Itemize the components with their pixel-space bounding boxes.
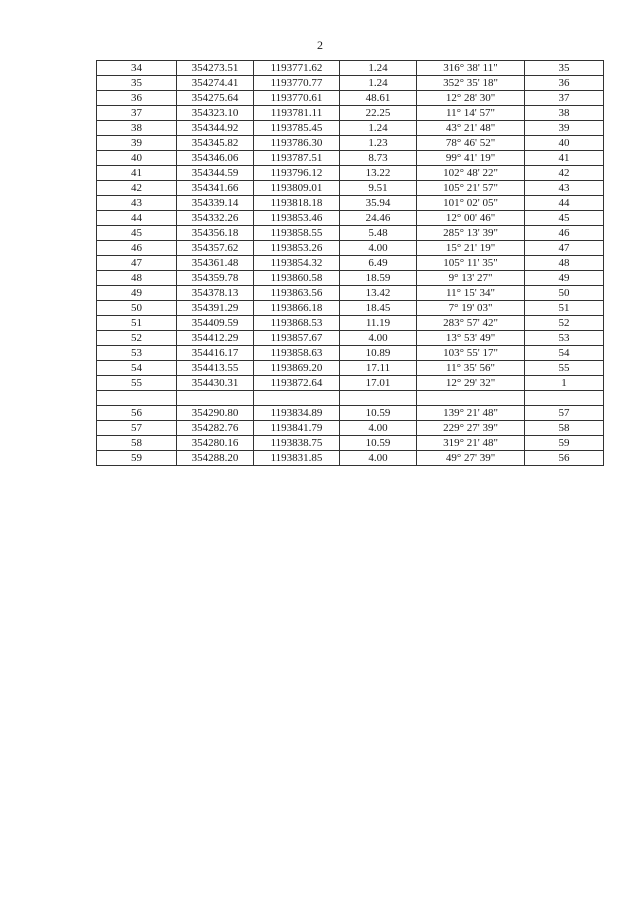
y-coordinate-cell: 1193869.20 bbox=[254, 361, 340, 376]
next-point-cell: 48 bbox=[525, 256, 604, 271]
table-row bbox=[97, 121, 604, 136]
x-coordinate-cell: 354346.06 bbox=[177, 151, 254, 166]
y-coordinate-cell: 1193868.53 bbox=[254, 316, 340, 331]
table-row bbox=[97, 391, 604, 406]
next-point-cell: 57 bbox=[525, 406, 604, 421]
table-row bbox=[97, 331, 604, 346]
next-point-cell: 46 bbox=[525, 226, 604, 241]
distance-cell: 18.45 bbox=[340, 301, 417, 316]
y-coordinate-cell: 1193785.45 bbox=[254, 121, 340, 136]
x-coordinate-cell: 354280.16 bbox=[177, 436, 254, 451]
next-point-cell: 40 bbox=[525, 136, 604, 151]
x-coordinate-cell: 354274.41 bbox=[177, 76, 254, 91]
point-number-cell: 53 bbox=[97, 346, 177, 361]
table-row bbox=[97, 436, 604, 451]
distance-cell: 17.11 bbox=[340, 361, 417, 376]
y-coordinate-cell: 1193834.89 bbox=[254, 406, 340, 421]
bearing-cell: 102° 48' 22" bbox=[417, 166, 525, 181]
distance-cell: 5.48 bbox=[340, 226, 417, 241]
distance-cell: 11.19 bbox=[340, 316, 417, 331]
bearing-cell: 105° 11' 35" bbox=[417, 256, 525, 271]
point-number-cell: 52 bbox=[97, 331, 177, 346]
point-number-cell: 46 bbox=[97, 241, 177, 256]
y-coordinate-cell: 1193857.67 bbox=[254, 331, 340, 346]
bearing-cell: 11° 15' 34" bbox=[417, 286, 525, 301]
next-point-cell: 56 bbox=[525, 451, 604, 466]
x-coordinate-cell: 354332.26 bbox=[177, 211, 254, 226]
next-point-cell: 38 bbox=[525, 106, 604, 121]
distance-cell: 6.49 bbox=[340, 256, 417, 271]
bearing-cell: 285° 13' 39" bbox=[417, 226, 525, 241]
y-coordinate-cell: 1193809.01 bbox=[254, 181, 340, 196]
distance-cell: 8.73 bbox=[340, 151, 417, 166]
bearing-cell: 13° 53' 49" bbox=[417, 331, 525, 346]
bearing-cell: 103° 55' 17" bbox=[417, 346, 525, 361]
point-number-cell: 48 bbox=[97, 271, 177, 286]
bearing-cell: 352° 35' 18" bbox=[417, 76, 525, 91]
table-row bbox=[97, 136, 604, 151]
bearing-cell: 12° 29' 32" bbox=[417, 376, 525, 391]
next-point-cell: 39 bbox=[525, 121, 604, 136]
table-row bbox=[97, 241, 604, 256]
distance-cell: 4.00 bbox=[340, 421, 417, 436]
next-point-cell: 36 bbox=[525, 76, 604, 91]
y-coordinate-cell: 1193853.26 bbox=[254, 241, 340, 256]
point-number-cell: 36 bbox=[97, 91, 177, 106]
bearing-cell: 283° 57' 42" bbox=[417, 316, 525, 331]
distance-cell: 10.59 bbox=[340, 436, 417, 451]
next-point-cell: 1 bbox=[525, 376, 604, 391]
next-point-cell: 47 bbox=[525, 241, 604, 256]
bearing-cell: 229° 27' 39" bbox=[417, 421, 525, 436]
distance-cell: 1.24 bbox=[340, 76, 417, 91]
point-number-cell: 47 bbox=[97, 256, 177, 271]
next-point-cell: 45 bbox=[525, 211, 604, 226]
y-coordinate-cell: 1193860.58 bbox=[254, 271, 340, 286]
bearing-cell: 11° 14' 57" bbox=[417, 106, 525, 121]
x-coordinate-cell: 354357.62 bbox=[177, 241, 254, 256]
bearing-cell: 105° 21' 57" bbox=[417, 181, 525, 196]
table-row bbox=[97, 91, 604, 106]
point-number-cell: 38 bbox=[97, 121, 177, 136]
y-coordinate-cell: 1193863.56 bbox=[254, 286, 340, 301]
point-number-cell: 57 bbox=[97, 421, 177, 436]
point-number-cell: 51 bbox=[97, 316, 177, 331]
x-coordinate-cell: 354359.78 bbox=[177, 271, 254, 286]
y-coordinate-cell: 1193872.64 bbox=[254, 376, 340, 391]
point-number-cell: 56 bbox=[97, 406, 177, 421]
y-coordinate-cell: 1193831.85 bbox=[254, 451, 340, 466]
point-number-cell: 58 bbox=[97, 436, 177, 451]
distance-cell: 13.42 bbox=[340, 286, 417, 301]
distance-cell: 24.46 bbox=[340, 211, 417, 226]
table-row bbox=[97, 406, 604, 421]
distance-cell: 1.24 bbox=[340, 121, 417, 136]
table-row bbox=[97, 226, 604, 241]
y-coordinate-cell: 1193781.11 bbox=[254, 106, 340, 121]
point-number-cell: 44 bbox=[97, 211, 177, 226]
distance-cell: 1.24 bbox=[340, 61, 417, 76]
y-coordinate-cell: 1193866.18 bbox=[254, 301, 340, 316]
next-point-cell: 35 bbox=[525, 61, 604, 76]
x-coordinate-cell: 354430.31 bbox=[177, 376, 254, 391]
x-coordinate-cell bbox=[177, 391, 254, 406]
x-coordinate-cell: 354416.17 bbox=[177, 346, 254, 361]
y-coordinate-cell: 1193796.12 bbox=[254, 166, 340, 181]
point-number-cell: 40 bbox=[97, 151, 177, 166]
y-coordinate-cell: 1193858.63 bbox=[254, 346, 340, 361]
x-coordinate-cell: 354344.92 bbox=[177, 121, 254, 136]
next-point-cell: 54 bbox=[525, 346, 604, 361]
y-coordinate-cell: 1193770.77 bbox=[254, 76, 340, 91]
distance-cell: 13.22 bbox=[340, 166, 417, 181]
next-point-cell: 53 bbox=[525, 331, 604, 346]
next-point-cell: 51 bbox=[525, 301, 604, 316]
next-point-cell: 52 bbox=[525, 316, 604, 331]
bearing-cell: 12° 28' 30" bbox=[417, 91, 525, 106]
table-row bbox=[97, 61, 604, 76]
point-number-cell: 37 bbox=[97, 106, 177, 121]
table-row bbox=[97, 361, 604, 376]
next-point-cell: 44 bbox=[525, 196, 604, 211]
page-number: 2 bbox=[317, 38, 323, 52]
bearing-cell: 101° 02' 05" bbox=[417, 196, 525, 211]
next-point-cell: 50 bbox=[525, 286, 604, 301]
y-coordinate-cell: 1193838.75 bbox=[254, 436, 340, 451]
point-number-cell: 49 bbox=[97, 286, 177, 301]
point-number-cell: 35 bbox=[97, 76, 177, 91]
next-point-cell bbox=[525, 391, 604, 406]
distance-cell: 4.00 bbox=[340, 331, 417, 346]
x-coordinate-cell: 354344.59 bbox=[177, 166, 254, 181]
table-row bbox=[97, 196, 604, 211]
distance-cell bbox=[340, 391, 417, 406]
x-coordinate-cell: 354323.10 bbox=[177, 106, 254, 121]
next-point-cell: 41 bbox=[525, 151, 604, 166]
x-coordinate-cell: 354341.66 bbox=[177, 181, 254, 196]
x-coordinate-cell: 354275.64 bbox=[177, 91, 254, 106]
bearing-cell: 139° 21' 48" bbox=[417, 406, 525, 421]
y-coordinate-cell: 1193787.51 bbox=[254, 151, 340, 166]
next-point-cell: 42 bbox=[525, 166, 604, 181]
y-coordinate-cell: 1193858.55 bbox=[254, 226, 340, 241]
table-row bbox=[97, 211, 604, 226]
distance-cell: 9.51 bbox=[340, 181, 417, 196]
bearing-cell: 43° 21' 48" bbox=[417, 121, 525, 136]
table-row bbox=[97, 271, 604, 286]
x-coordinate-cell: 354378.13 bbox=[177, 286, 254, 301]
bearing-cell: 12° 00' 46" bbox=[417, 211, 525, 226]
bearing-cell: 7° 19' 03" bbox=[417, 301, 525, 316]
coordinates-table bbox=[96, 60, 604, 466]
table-row bbox=[97, 376, 604, 391]
distance-cell: 10.89 bbox=[340, 346, 417, 361]
next-point-cell: 55 bbox=[525, 361, 604, 376]
point-number-cell bbox=[97, 391, 177, 406]
table-row bbox=[97, 76, 604, 91]
table-row bbox=[97, 256, 604, 271]
point-number-cell: 50 bbox=[97, 301, 177, 316]
y-coordinate-cell bbox=[254, 391, 340, 406]
distance-cell: 4.00 bbox=[340, 241, 417, 256]
distance-cell: 4.00 bbox=[340, 451, 417, 466]
x-coordinate-cell: 354273.51 bbox=[177, 61, 254, 76]
table-row bbox=[97, 301, 604, 316]
y-coordinate-cell: 1193786.30 bbox=[254, 136, 340, 151]
point-number-cell: 55 bbox=[97, 376, 177, 391]
bearing-cell: 15° 21' 19" bbox=[417, 241, 525, 256]
table-row bbox=[97, 106, 604, 121]
point-number-cell: 43 bbox=[97, 196, 177, 211]
coordinates-table-body bbox=[97, 61, 604, 466]
x-coordinate-cell: 354282.76 bbox=[177, 421, 254, 436]
point-number-cell: 45 bbox=[97, 226, 177, 241]
bearing-cell: 78° 46' 52" bbox=[417, 136, 525, 151]
table-row bbox=[97, 421, 604, 436]
table-row bbox=[97, 346, 604, 361]
table-row bbox=[97, 316, 604, 331]
bearing-cell: 9° 13' 27" bbox=[417, 271, 525, 286]
next-point-cell: 59 bbox=[525, 436, 604, 451]
x-coordinate-cell: 354339.14 bbox=[177, 196, 254, 211]
point-number-cell: 59 bbox=[97, 451, 177, 466]
y-coordinate-cell: 1193818.18 bbox=[254, 196, 340, 211]
bearing-cell bbox=[417, 391, 525, 406]
point-number-cell: 39 bbox=[97, 136, 177, 151]
point-number-cell: 42 bbox=[97, 181, 177, 196]
x-coordinate-cell: 354361.48 bbox=[177, 256, 254, 271]
next-point-cell: 37 bbox=[525, 91, 604, 106]
distance-cell: 1.23 bbox=[340, 136, 417, 151]
distance-cell: 48.61 bbox=[340, 91, 417, 106]
x-coordinate-cell: 354290.80 bbox=[177, 406, 254, 421]
distance-cell: 18.59 bbox=[340, 271, 417, 286]
bearing-cell: 49° 27' 39" bbox=[417, 451, 525, 466]
next-point-cell: 49 bbox=[525, 271, 604, 286]
distance-cell: 35.94 bbox=[340, 196, 417, 211]
distance-cell: 17.01 bbox=[340, 376, 417, 391]
point-number-cell: 34 bbox=[97, 61, 177, 76]
x-coordinate-cell: 354413.55 bbox=[177, 361, 254, 376]
point-number-cell: 41 bbox=[97, 166, 177, 181]
table-row bbox=[97, 151, 604, 166]
y-coordinate-cell: 1193770.61 bbox=[254, 91, 340, 106]
next-point-cell: 58 bbox=[525, 421, 604, 436]
table-row bbox=[97, 166, 604, 181]
bearing-cell: 99° 41' 19" bbox=[417, 151, 525, 166]
x-coordinate-cell: 354409.59 bbox=[177, 316, 254, 331]
bearing-cell: 11° 35' 56" bbox=[417, 361, 525, 376]
distance-cell: 22.25 bbox=[340, 106, 417, 121]
y-coordinate-cell: 1193854.32 bbox=[254, 256, 340, 271]
table-row bbox=[97, 181, 604, 196]
point-number-cell: 54 bbox=[97, 361, 177, 376]
x-coordinate-cell: 354391.29 bbox=[177, 301, 254, 316]
next-point-cell: 43 bbox=[525, 181, 604, 196]
table-row bbox=[97, 286, 604, 301]
bearing-cell: 319° 21' 48" bbox=[417, 436, 525, 451]
x-coordinate-cell: 354356.18 bbox=[177, 226, 254, 241]
table-row bbox=[97, 451, 604, 466]
x-coordinate-cell: 354288.20 bbox=[177, 451, 254, 466]
bearing-cell: 316° 38' 11" bbox=[417, 61, 525, 76]
distance-cell: 10.59 bbox=[340, 406, 417, 421]
x-coordinate-cell: 354345.82 bbox=[177, 136, 254, 151]
y-coordinate-cell: 1193841.79 bbox=[254, 421, 340, 436]
y-coordinate-cell: 1193771.62 bbox=[254, 61, 340, 76]
y-coordinate-cell: 1193853.46 bbox=[254, 211, 340, 226]
x-coordinate-cell: 354412.29 bbox=[177, 331, 254, 346]
